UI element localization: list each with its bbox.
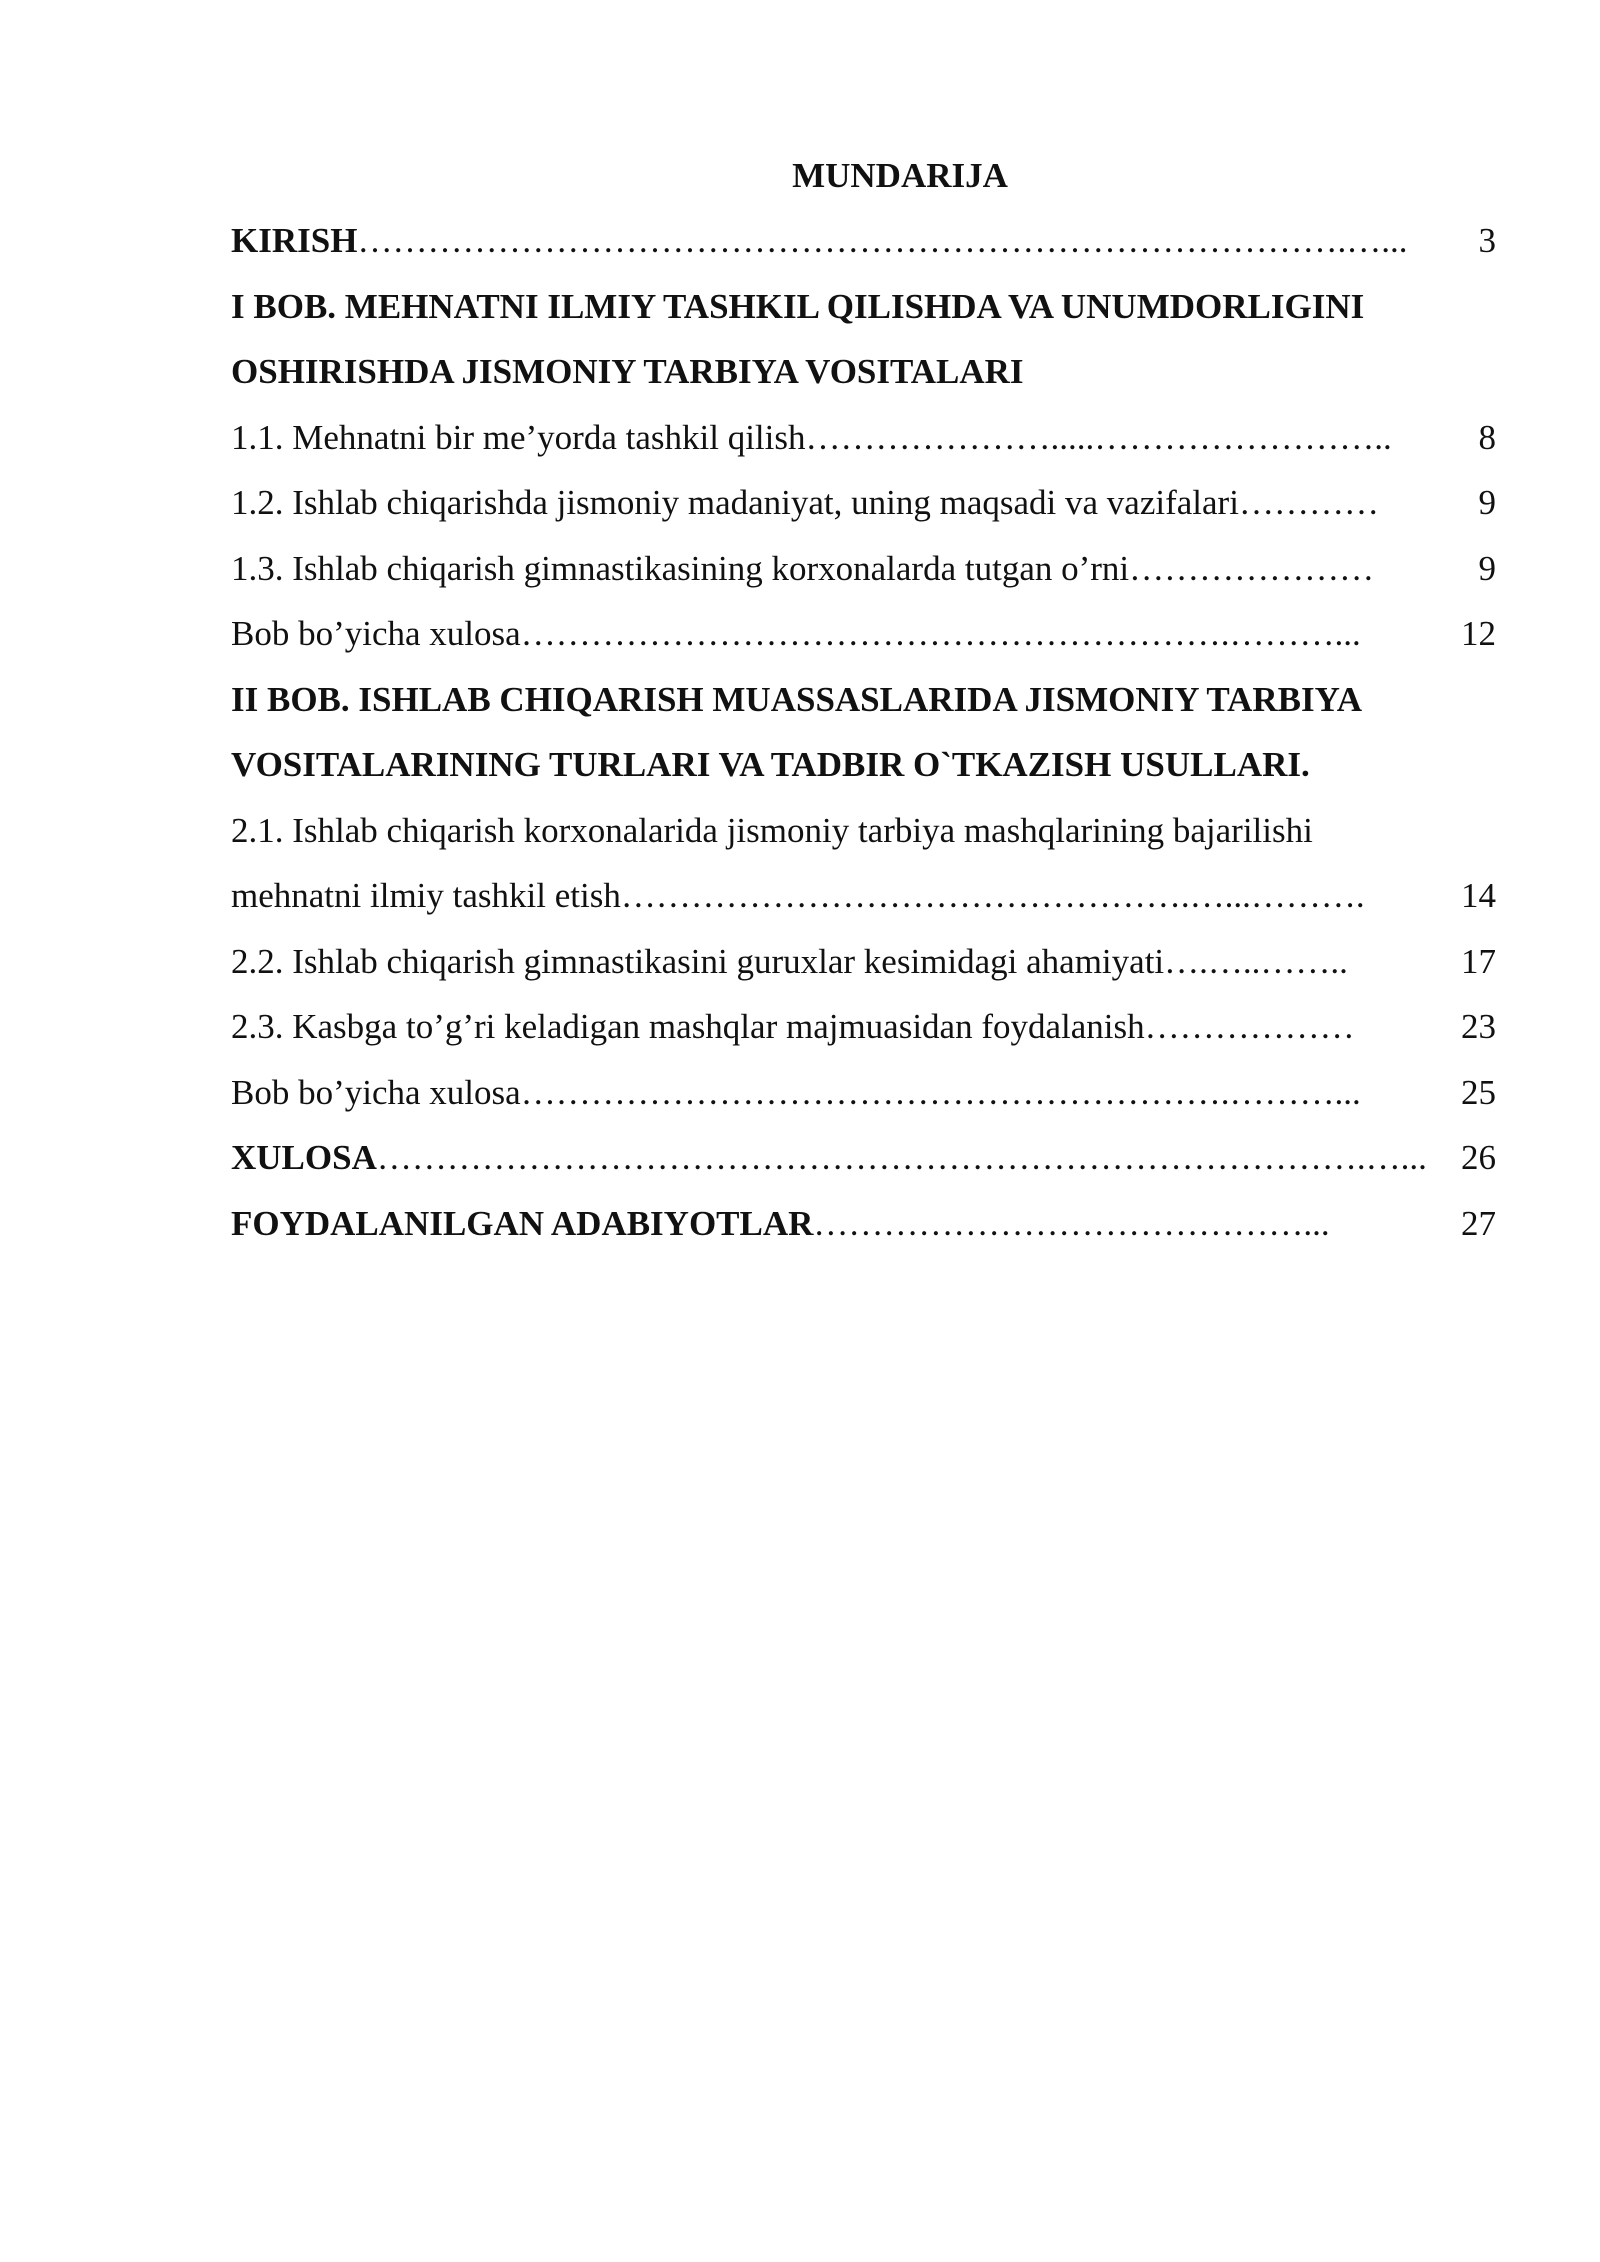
toc-chapter-2-heading-line-2 (231, 739, 1496, 805)
toc-leader-dots: ……………………………………... (813, 1203, 1330, 1243)
toc-entry-text: OSHIRISHDA JISMONIY TARBIYA VOSITALARI (231, 352, 1024, 391)
toc-entry-xulosa (231, 1132, 1496, 1198)
toc-entry-1-1 (231, 412, 1496, 478)
toc-entry-references (231, 1198, 1496, 1264)
toc-page-number: 27 (1461, 1203, 1496, 1243)
toc-page-number: 8 (1478, 417, 1496, 457)
toc-entry-chapter-1-summary (231, 608, 1496, 674)
toc-page-number: 9 (1478, 483, 1496, 522)
toc-page-number: 17 (1461, 941, 1496, 981)
toc-entry-text: FOYDALANILGAN ADABIYOTLAR (231, 1203, 814, 1243)
toc-leader-dots: ………………… (1129, 548, 1375, 588)
toc-page-number: 25 (1461, 1072, 1496, 1112)
toc-entry-1-2 (231, 477, 1496, 543)
toc-page-number: 3 (1478, 221, 1496, 260)
toc-entry-2-3 (231, 1001, 1496, 1067)
toc-entry-text: Bob bo’yicha xulosa (231, 614, 521, 653)
toc-entry-text: mehnatni ilmiy tashkil etish (231, 876, 621, 915)
toc-entry-text: XULOSA (231, 1138, 377, 1177)
toc-entry-text: II BOB. ISHLAB CHIQARISH MUASSASLARIDA JISMONIY TARBIYA (231, 679, 1362, 719)
toc-entry-text: 2.3. Kasbga to’g’ri keladigan mashqlar majmuasidan foydalanish (231, 1007, 1145, 1046)
toc-page-number: 26 (1461, 1138, 1496, 1177)
toc-entry-2-1-line-2 (231, 870, 1496, 936)
toc-entry-text: 1.2. Ishlab chiqarishda jismoniy madaniyat, uning maqsadi va vazifalari (231, 483, 1239, 522)
toc-entry-text: Bob bo’yicha xulosa (231, 1072, 521, 1112)
toc-chapter-2-heading-line-1 (231, 674, 1496, 740)
toc-entry-2-2 (231, 936, 1496, 1002)
toc-chapter-1-heading-line-1 (231, 281, 1496, 347)
toc-list (231, 215, 1496, 1263)
toc-page-number: 12 (1461, 614, 1496, 653)
toc-leader-dots: ………………………………………………………………………….…... (357, 221, 1408, 260)
toc-leader-dots: …………………………………………………….………... (520, 1072, 1361, 1112)
toc-entry-text: KIRISH (231, 221, 358, 260)
toc-entry-text: I BOB. MEHNATNI ILMIY TASHKIL QILISHDA VA UNUMDORLIGINI (231, 286, 1365, 326)
toc-leader-dots: ……………… (1144, 1007, 1355, 1046)
toc-entry-kirish (231, 215, 1496, 281)
toc-page-number: 23 (1461, 1007, 1496, 1046)
toc-entry-text: 2.1. Ishlab chiqarish korxonalarida jismoniy tarbiya mashqlarining bajarilishi (231, 810, 1313, 850)
toc-leader-dots: ………………………………………………………………………….…... (376, 1138, 1427, 1177)
toc-leader-dots: ………… (1238, 483, 1379, 522)
toc-chapter-1-heading-line-2 (231, 346, 1496, 412)
toc-page-number: 9 (1478, 548, 1496, 588)
toc-leader-dots: ….…..…….. (1164, 941, 1348, 981)
toc-entry-chapter-2-summary (231, 1067, 1496, 1133)
toc-entry-text: 1.3. Ishlab chiqarish gimnastikasining korxonalarda tutgan o’rni (231, 548, 1130, 588)
toc-leader-dots: ………………….....…………………….. (805, 417, 1392, 457)
toc-leader-dots: ………………………………………….…...………. (620, 876, 1365, 915)
toc-entry-1-3 (231, 543, 1496, 609)
toc-title: MUNDARIJA (792, 156, 1008, 195)
toc-entry-text: VOSITALARINING TURLARI VA TADBIR O`TKAZISH USULLARI. (231, 745, 1310, 784)
toc-leader-dots: …………………………………………………….………... (520, 614, 1361, 653)
toc-entry-text: 1.1. Mehnatni bir me’yorda tashkil qilish (231, 417, 806, 457)
toc-entry-2-1-line-1 (231, 805, 1496, 871)
toc-entry-text: 2.2. Ishlab chiqarish gimnastikasini guruxlar kesimidagi ahamiyati (231, 941, 1165, 981)
toc-page-number: 14 (1461, 876, 1496, 915)
